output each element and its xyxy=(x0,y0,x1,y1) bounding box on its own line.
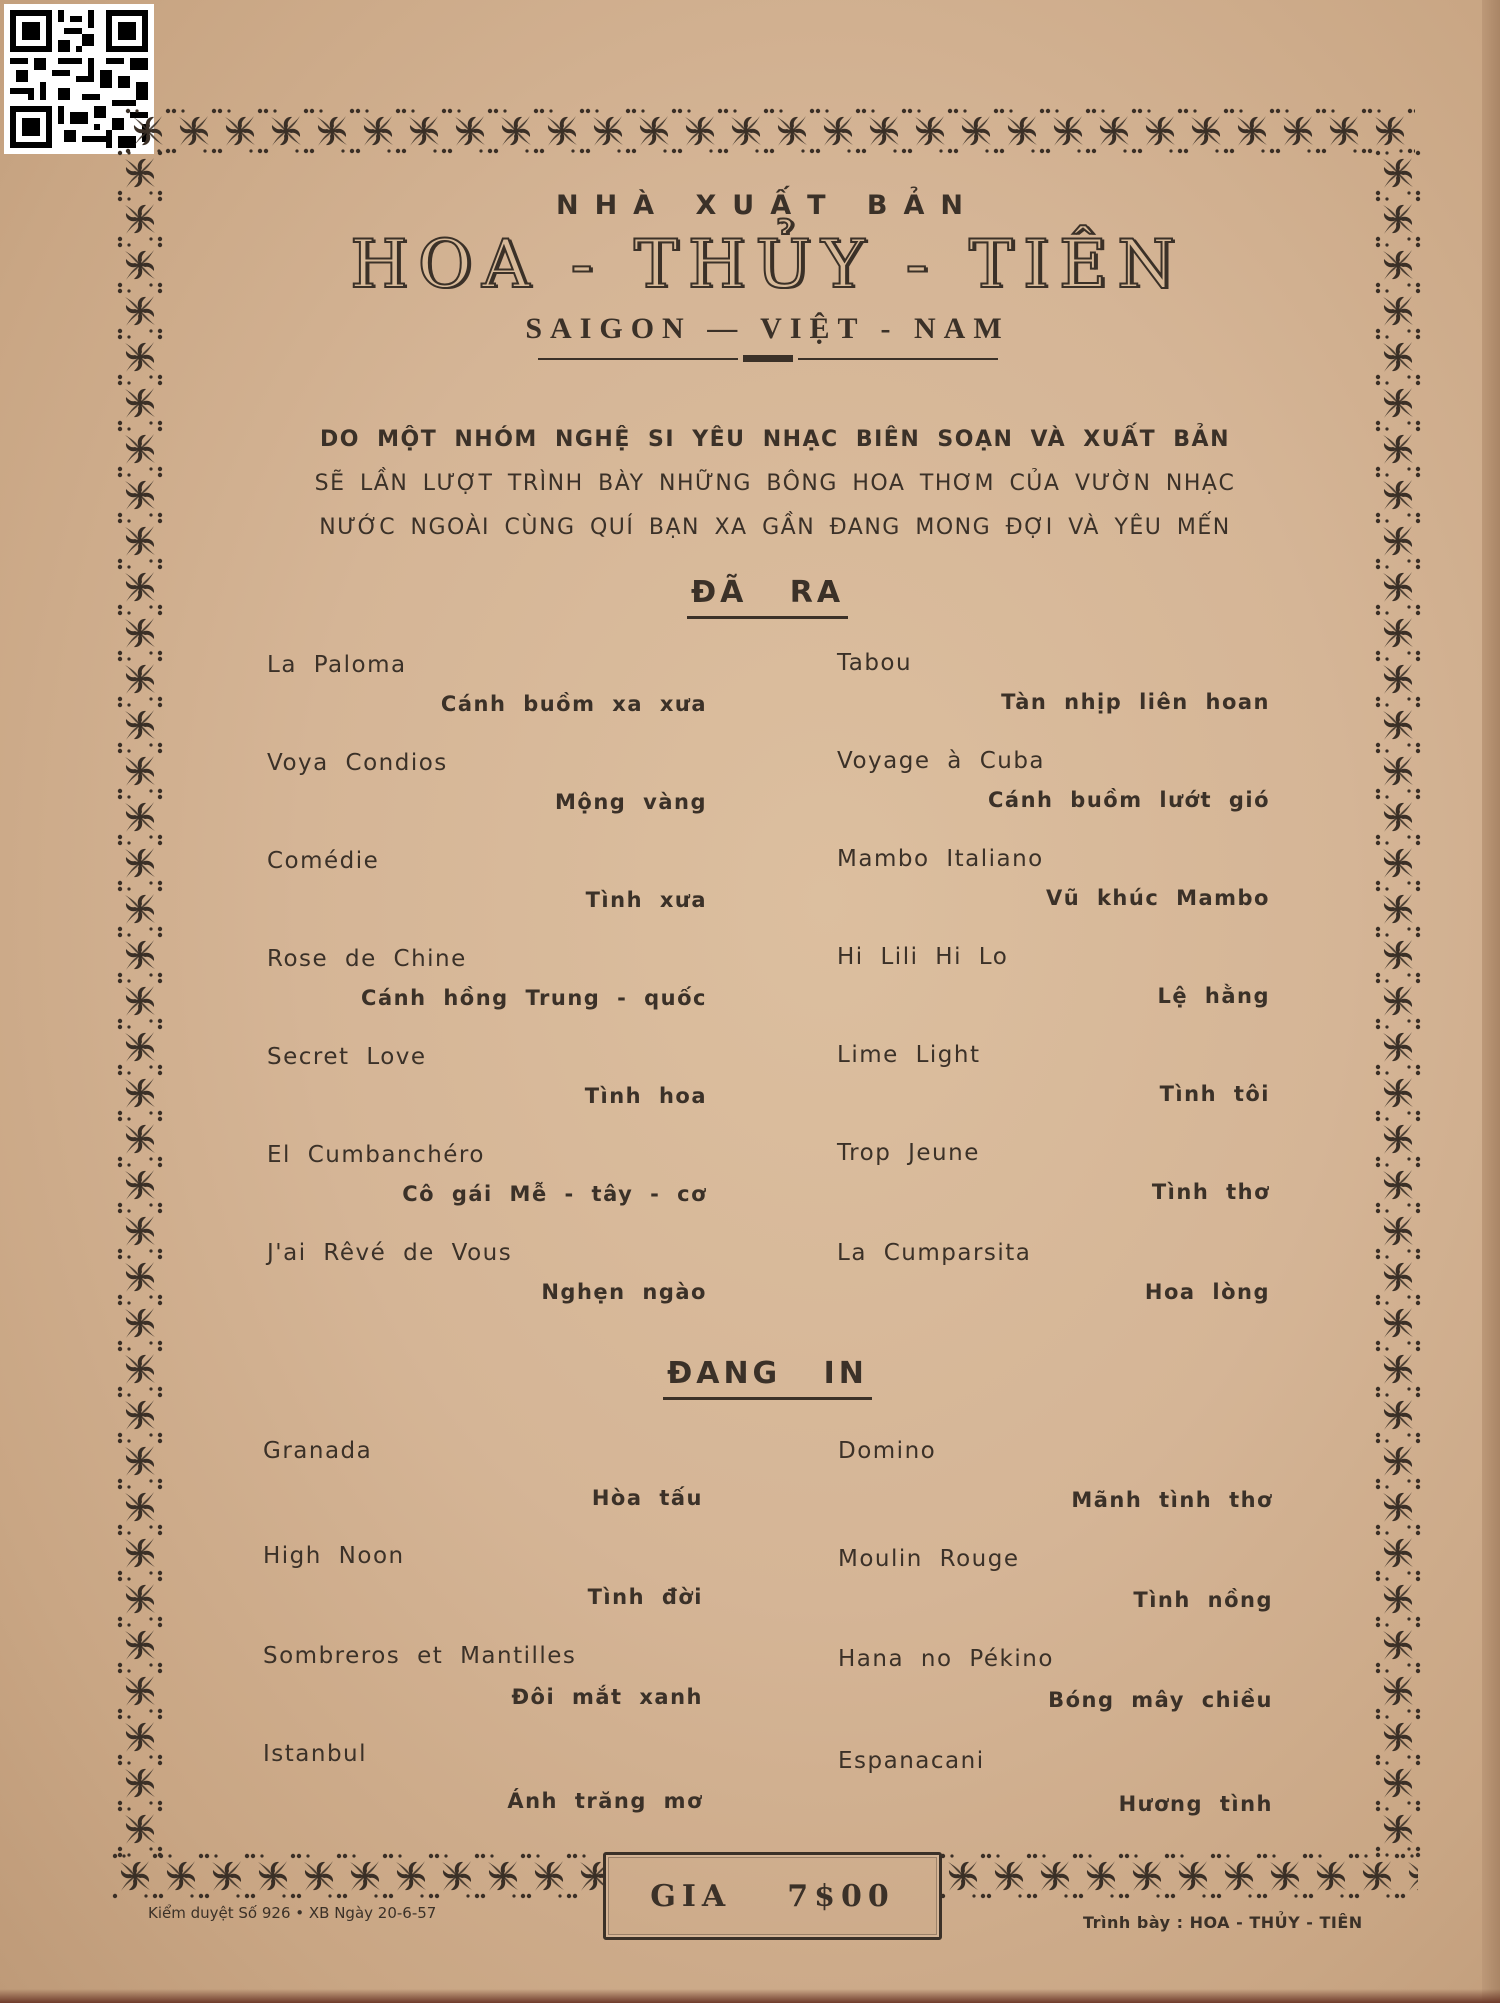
song-item xyxy=(267,848,707,928)
torn-edge xyxy=(0,1989,1500,2003)
song-original-title: Trop Jeune xyxy=(837,1140,980,1166)
ornamental-border-right xyxy=(1375,150,1421,1860)
song-item xyxy=(838,1546,1273,1646)
censorship-note: Kiểm duyệt Số 926 • XB Ngày 20-6-57 xyxy=(148,1904,437,1922)
song-original-title: Tabou xyxy=(837,650,913,676)
song-item xyxy=(838,1748,1273,1848)
intro-line-3: NƯỚC NGOÀI CÙNG QUÍ BẠN XA GẦN ĐANG MONG ĐỢI VÀ YÊU MẾN xyxy=(319,515,1231,540)
publisher-location: SAIGON — VIỆT - NAM xyxy=(525,311,1010,345)
song-original-title: Rose de Chine xyxy=(267,946,467,972)
song-vietnamese-title: Tình tôi xyxy=(1159,1082,1270,1106)
song-item xyxy=(838,1438,1273,1538)
song-item xyxy=(838,1646,1273,1746)
song-original-title: La Paloma xyxy=(267,652,407,678)
song-vietnamese-title: Cánh hồng Trung - quốc xyxy=(361,986,707,1010)
song-item xyxy=(837,944,1270,1024)
song-original-title: Comédie xyxy=(267,848,380,874)
section-title-printing: ĐANG IN xyxy=(160,1356,1375,1400)
publisher-label: NHÀ XUẤT BẢN xyxy=(555,190,980,221)
song-original-title: El Cumbanchéro xyxy=(267,1142,485,1168)
header-divider xyxy=(538,354,998,364)
song-item xyxy=(267,1142,707,1222)
song-item xyxy=(267,1240,707,1320)
song-original-title: Secret Love xyxy=(267,1044,427,1070)
song-item xyxy=(837,1140,1270,1220)
ornamental-border-bottom-right xyxy=(940,1853,1418,1899)
song-original-title: High Noon xyxy=(263,1543,405,1569)
song-original-title: La Cumparsita xyxy=(837,1240,1032,1266)
presented-by: Trình bày : HOA - THỦY - TIÊN xyxy=(1083,1913,1363,1932)
song-original-title: Lime Light xyxy=(837,1042,981,1068)
price-label: GIA xyxy=(650,1878,732,1914)
song-vietnamese-title: Vũ khúc Mambo xyxy=(1045,886,1270,910)
song-original-title: Sombreros et Mantilles xyxy=(263,1643,577,1669)
price-amount: 7$00 xyxy=(787,1878,895,1914)
song-item xyxy=(263,1438,703,1538)
ornamental-border-left xyxy=(117,150,163,1860)
song-vietnamese-title: Hương tình xyxy=(1118,1792,1273,1816)
song-vietnamese-title: Cánh buồm xa xưa xyxy=(440,692,707,716)
section-title-released: ĐÃ RA xyxy=(160,575,1375,619)
song-vietnamese-title: Tình hoa xyxy=(584,1084,707,1108)
song-vietnamese-title: Hoa lòng xyxy=(1144,1280,1270,1304)
paper-edge xyxy=(1482,0,1500,2003)
song-item xyxy=(267,946,707,1026)
song-vietnamese-title: Tình nồng xyxy=(1133,1588,1273,1612)
publisher-name: HOA - THỦY - TIÊN xyxy=(350,226,1185,303)
song-original-title: Granada xyxy=(263,1438,373,1464)
song-item xyxy=(267,750,707,830)
song-vietnamese-title: Nghẹn ngào xyxy=(541,1280,707,1304)
song-vietnamese-title: Đôi mắt xanh xyxy=(511,1685,703,1709)
song-vietnamese-title: Tình thơ xyxy=(1151,1180,1270,1204)
song-vietnamese-title: Hòa tấu xyxy=(591,1486,703,1510)
song-original-title: Hi Lili Hi Lo xyxy=(837,944,1009,970)
song-item xyxy=(267,1044,707,1124)
song-vietnamese-title: Tàn nhịp liên hoan xyxy=(1001,690,1270,714)
song-item xyxy=(263,1543,703,1643)
song-vietnamese-title: Ánh trăng mơ xyxy=(507,1789,703,1813)
song-item xyxy=(837,1240,1270,1320)
song-vietnamese-title: Mộng vàng xyxy=(555,790,707,814)
song-vietnamese-title: Tình đời xyxy=(587,1585,703,1609)
song-vietnamese-title: Cô gái Mễ - tây - cơ xyxy=(402,1182,707,1206)
song-item xyxy=(837,748,1270,828)
song-original-title: Istanbul xyxy=(263,1741,368,1767)
song-vietnamese-title: Mãnh tình thơ xyxy=(1071,1488,1273,1512)
song-original-title: Hana no Pékino xyxy=(838,1646,1054,1672)
song-item xyxy=(267,652,707,732)
song-vietnamese-title: Cánh buồm lướt gió xyxy=(988,788,1270,812)
song-vietnamese-title: Bóng mây chiều xyxy=(1048,1688,1273,1712)
song-item xyxy=(263,1643,703,1743)
song-vietnamese-title: Lệ hằng xyxy=(1157,984,1270,1008)
intro-line-1: DO MỘT NHÓM NGHỆ SI YÊU NHẠC BIÊN SOẠN VÀ XUẤT BẢN xyxy=(319,427,1230,452)
song-original-title: Voya Condios xyxy=(267,750,448,776)
song-original-title: Moulin Rouge xyxy=(838,1546,1020,1572)
song-item xyxy=(837,846,1270,926)
song-original-title: Voyage à Cuba xyxy=(837,748,1046,774)
ornamental-border-bottom-left xyxy=(112,1853,607,1899)
price-box xyxy=(603,1852,942,1940)
song-original-title: Domino xyxy=(838,1438,937,1464)
ornamental-border-top xyxy=(125,108,1415,156)
song-original-title: Mambo Italiano xyxy=(837,846,1044,872)
song-item xyxy=(837,650,1270,730)
intro-line-2: SẼ LẦN LƯỢT TRÌNH BÀY NHỮNG BÔNG HOA THƠM CỦA VƯỜN NHẠC xyxy=(314,471,1236,496)
intro-text xyxy=(200,418,1350,550)
song-original-title: J'ai Rêvé de Vous xyxy=(267,1240,513,1266)
song-vietnamese-title: Tình xưa xyxy=(585,888,707,912)
song-item xyxy=(837,1042,1270,1122)
song-original-title: Espanacani xyxy=(838,1748,985,1774)
song-item xyxy=(263,1741,703,1841)
publisher-header xyxy=(160,190,1375,364)
